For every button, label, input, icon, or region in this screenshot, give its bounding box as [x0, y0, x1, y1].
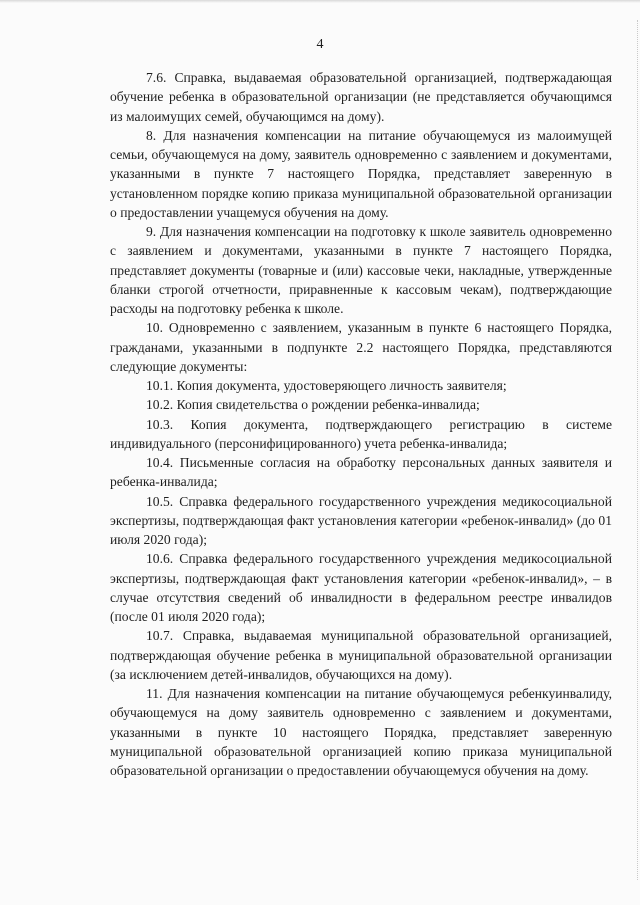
scan-edge-top — [0, 0, 640, 3]
page-number: 4 — [316, 37, 324, 52]
paragraph-10: 10. Одновременно с заявлением, указанным в пункте 6 настоящего Порядка, гражданами, указанными в подпункте 2.2 настоящего Порядка, представляются следующие документы: — [110, 320, 612, 374]
paragraph-10-2: 10.2. Копия свидетельства о рождении ребенка-инвалида; — [146, 397, 480, 413]
paragraph-7-6: 7.6. Справка, выдаваемая образовательной организацией, подтвержадающая обучение ребенка в образовательной организации (не представляется обучающимся из малоимущих семей, обучающимся на дому). — [110, 70, 612, 124]
scan-edge-right — [636, 20, 638, 880]
paragraph-10-4: 10.4. Письменные согласия на обработку персональных данных заявителя и ребенка-инвалида; — [110, 455, 612, 490]
paragraph-10-3: 10.3. Копия документа, подтверждающего регистрацию в системе индивидуального (персонифицированного) учета ребенка-инвалида; — [110, 416, 612, 451]
paragraph-10-5: 10.5. Справка федерального государственного учреждения медикосоциальной экспертизы, подтверждающая факт установления категории «ребенок-инвалид» (до 01 июля 2020 года); — [110, 493, 612, 547]
paragraph-9: 9. Для назначения компенсации на подготовку к школе заявитель одновременно с заявлением и документами, указанными в пункте 7 настоящего Порядка, представляет документы (товарные и (или) кассовые чеки, накладные, утвержденные бланки строгой отчетности, приравненные к кассовым чекам), подтверждающие расходы на подготовку ребенка к школе. — [110, 224, 612, 316]
paragraph-10-6: 10.6. Справка федерального государственного учреждения медикосоциальной экспертизы, подтверждающая факт установления категории «ребенок-инвалид», – в случае отсутствия сведений об инвалидности в федеральном реестре инвалидов (после 01 июля 2020 года); — [110, 551, 612, 624]
paragraph-10-1: 10.1. Копия документа, удостоверяющего личность заявителя; — [146, 378, 507, 393]
paragraph-10-7: 10.7. Справка, выдаваемая муниципальной образовательной организацией, подтверждающая обучение ребенка в муниципальной образовательной организации (за исключением детей-инвалидов, обучающихся на дому). — [110, 628, 612, 682]
paragraph-11: 11. Для назначения компенсации на питание обучающемуся ребенкуинвалиду, обучающемуся на дому заявитель одновременно с заявлением и документами, указанными в пункте 10 настоящего Порядка, представляет заверенную муниципальной образовательной организацией копию приказа муниципальной образовательной организации о предоставлении обучающемуся обучения на дому. — [110, 686, 612, 778]
document-body — [110, 68, 612, 780]
paragraph-8: 8. Для назначения компенсации на питание обучающемуся из малоимущей семьи, обучающемуся на дому, заявитель одновременно с заявлением и документами, указанными в пункте 7 настоящего Порядка, представляет заверенную в установленном порядке копию приказа муниципальной образовательной организации о предоставлении учащемуся обучения на дому. — [110, 127, 612, 220]
